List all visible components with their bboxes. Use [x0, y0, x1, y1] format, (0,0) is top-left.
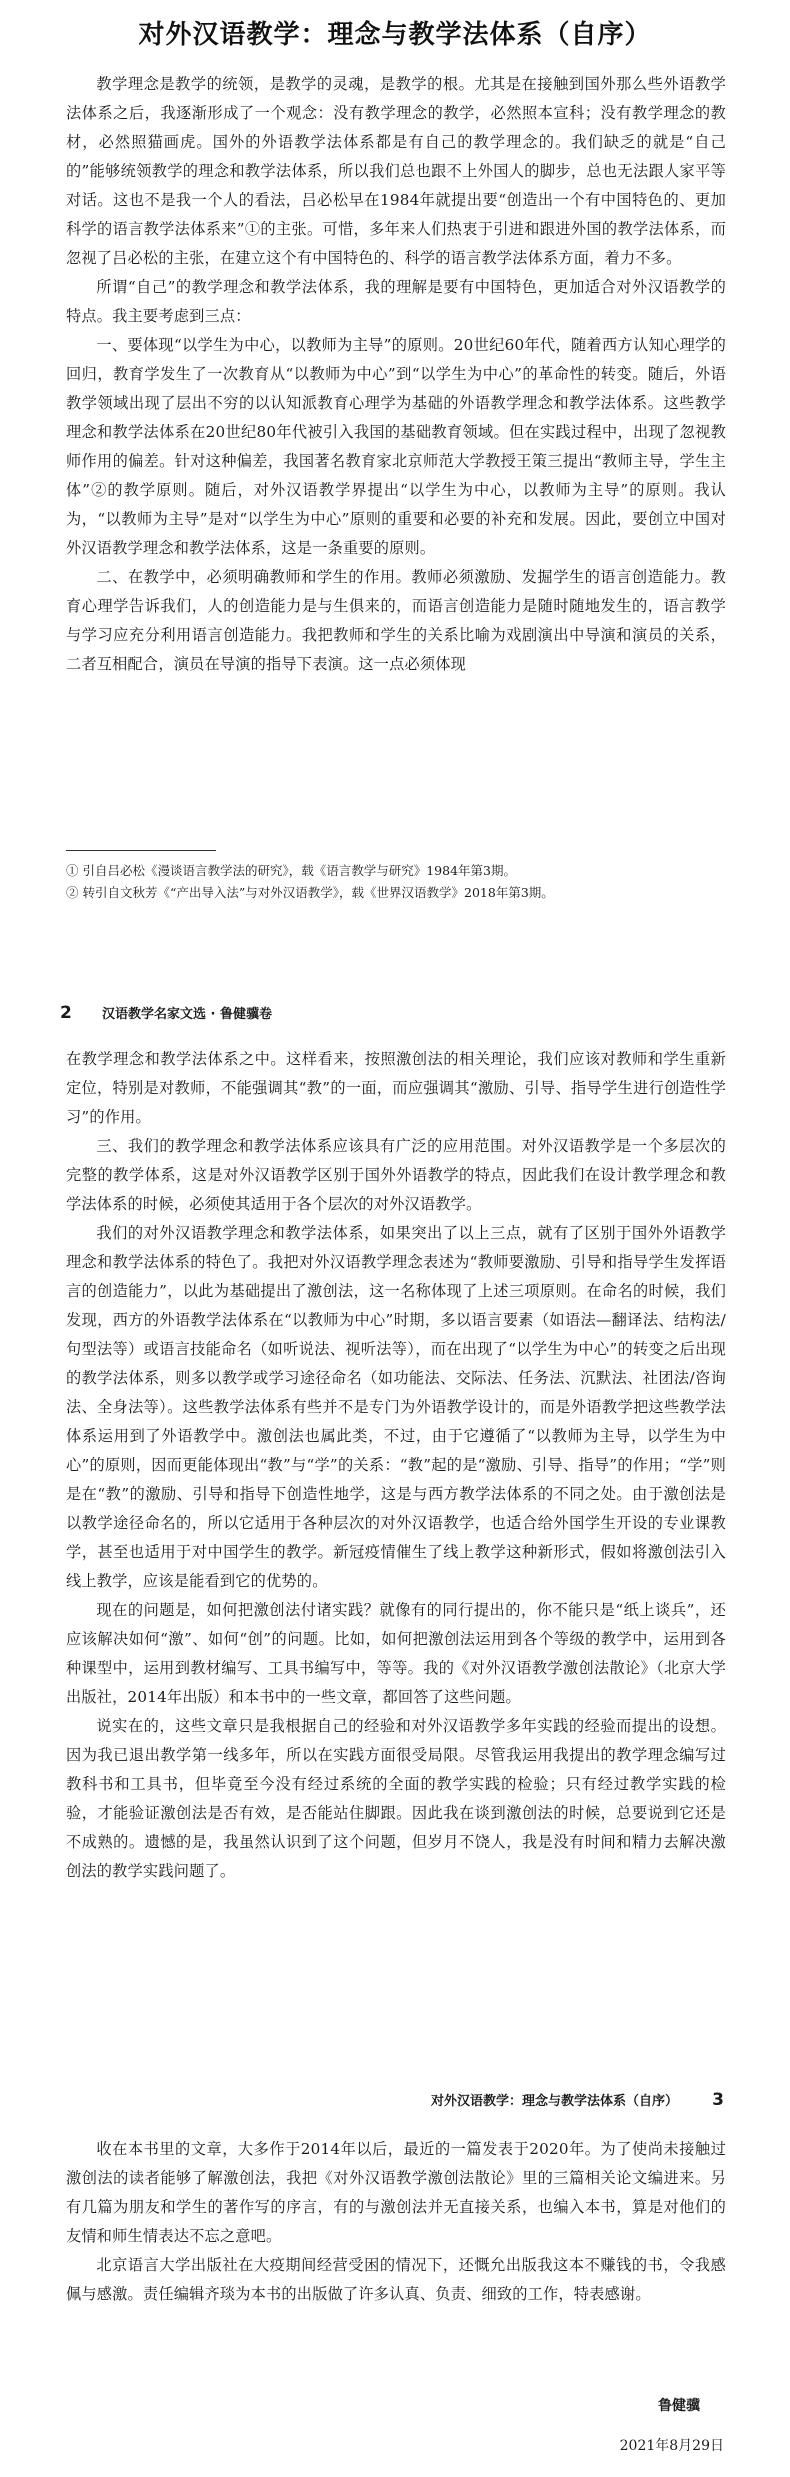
footnote-1: ① 引自吕必松《漫谈语言教学法的研究》，载《语言教学与研究》1984年第3期。 — [66, 863, 516, 878]
footnote-divider — [66, 850, 216, 851]
page-number: 3 — [712, 2090, 724, 2110]
page-3-header — [431, 2090, 724, 2110]
page-number: 2 — [60, 1003, 72, 1023]
signature-date: 2021年8月29日 — [619, 2438, 724, 2454]
paragraph: 二、在教学中，必须明确教师和学生的作用。教师必须激励、发掘学生的语言创造能力。教育心理学告诉我们，人的创造能力是与生俱来的，而语言创造能力是随时随地发生的，语言教学与学习应充分利用语言创造能力。我把教师和学生的关系比喻为戏剧演出中导演和演员的关系，二者互相配合，演员在导演的指导下表演。这一点必须体现 — [66, 568, 726, 673]
paragraph: 说实在的，这些文章只是我根据自己的经验和对外汉语教学多年实践的经验而提出的设想。因为我已退出教学第一线多年，所以在实践方面很受局限。尽管我运用我提出的教学理念编写过教科书和工具书，但毕竟至今没有经过系统的全面的教学实践的检验；只有经过教学实践的检验，才能验证激创法是否有效，是否能站住脚跟。因此我在谈到激创法的时候，总要说到它还是不成熟的。遗憾的是，我虽然认识到了这个问题，但岁月不饶人，我是没有时间和精力去解决激创法的教学实践问题了。 — [66, 1717, 726, 1880]
paragraph: 收在本书里的文章，大多作于2014年以后，最近的一篇发表于2020年。为了使尚未接触过激创法的读者能够了解激创法，我把《对外汉语教学激创法散论》里的三篇相关论文编进来。另有几篇为朋友和学生的著作写的序言，有的与激创法并无直接关系，也编入本书，算是对他们的友情和师生情表达不忘之意吧。 — [66, 2140, 726, 2245]
page-2-header — [60, 1003, 272, 1023]
page-3 — [0, 2090, 790, 2477]
document-title: 对外汉语教学：理念与教学法体系（自序） — [138, 20, 652, 50]
paragraph: 北京语言大学出版社在大疫期间经营受困的情况下，还慨允出版我这本不赚钱的书，令我感佩与感激。责任编辑齐琰为本书的出版做了许多认真、负责、细致的工作，特表感谢。 — [66, 2256, 726, 2303]
running-head: 对外汉语教学：理念与教学法体系（自序） — [431, 2094, 679, 2109]
footnotes — [66, 860, 726, 904]
running-head: 汉语教学名家文选 · 鲁健骥卷 — [101, 1007, 272, 1022]
paragraph: 教学理念是教学的统领，是教学的灵魂，是教学的根。尤其是在接触到国外那么些外语教学法体系之后，我逐渐形成了一个观念：没有教学理念的教学，必然照本宣科；没有教学理念的教材，必然照猫画虎。国外的外语教学法体系都是有自己的教学理念的。我们缺乏的就是“自己的”能够统领教学的理念和教学法体系，所以我们总也跟不上外国人的脚步，总也无法跟人家平等对话。这也不是我一个人的看法，吕必松早在1984年就提出要“创造出一个有中国特色的、更加科学的语言教学法体系来”①的主张。可惜，多年来人们热衷于引进和跟进外国的教学法体系，而忽视了吕必松的主张，在建立这个有中国特色的、科学的语言教学法体系方面，着力不多。 — [66, 75, 726, 267]
page-3-body — [66, 2135, 726, 2309]
paragraph: 我们的对外汉语教学理念和教学法体系，如果突出了以上三点，就有了区别于国外外语教学理念和教学法体系的特色了。我把对外汉语教学理念表述为“教师要激励、引导和指导学生发挥语言的创造能力”，以此为基础提出了激创法，这一名称体现了上述三项原则。在命名的时候，我们发现，西方的外语教学法体系在“以教师为中心”时期，多以语言要素（如语法—翻译法、结构法/句型法等）或语言技能命名（如听说法、视听法等），而在出现了“以学生为中心”的转变之后出现的教学法体系，则多以教学或学习途径命名（如功能法、交际法、任务法、沉默法、社团法/咨询法、全身法等）。这些教学法体系有些并不是专门为外语教学设计的，而是外语教学把这些教学法体系运用到了外语教学中。激创法也属此类，不过，由于它遵循了“以教师为主导，以学生为中心”的原则，因而更能体现出“教”与“学”的关系：“教”起的是“激励、引导、指导”的作用；“学”则是在“教”的激励、引导和指导下创造性地学，这是与西方教学法体系的不同之处。由于激创法是以教学途径命名的，所以它适用于各种层次的对外汉语教学，也适合给外国学生开设的专业课教学，甚至也适用于对中国学生的教学。新冠疫情催生了线上教学这种新形式，假如将激创法引入线上教学，应该是能看到它的优势的。 — [66, 1224, 726, 1590]
page-1-body — [66, 70, 726, 679]
page-2 — [0, 995, 790, 2075]
paragraph: 所谓“自己”的教学理念和教学法体系，我的理解是要有中国特色，更加适合对外汉语教学的特点。我主要考虑到三点： — [66, 278, 726, 325]
author-signature: 鲁健骥 — [658, 2398, 700, 2414]
page-2-body — [66, 1045, 726, 1886]
paragraph: 现在的问题是，如何把激创法付诸实践？就像有的同行提出的，你不能只是“纸上谈兵”，还应该解决如何“激”、如何“创”的问题。比如，如何把激创法运用到各个等级的教学中，运用到各种课型中，运用到教材编写、工具书编写中，等等。我的《对外汉语教学激创法散论》（北京大学出版社，2014年出版）和本书中的一些文章，都回答了这些问题。 — [66, 1601, 726, 1706]
paragraph: 在教学理念和教学法体系之中。这样看来，按照激创法的相关理论，我们应该对教师和学生重新定位，特别是对教师，不能强调其“教”的一面，而应强调其“激励、引导、指导学生进行创造性学习”的作用。 — [66, 1050, 726, 1126]
page-1 — [0, 0, 790, 970]
footnote-2: ② 转引自文秋芳《“产出导入法”与对外汉语教学》，载《世界汉语教学》2018年第3期。 — [66, 885, 554, 900]
paragraph: 三、我们的教学理念和教学法体系应该具有广泛的应用范围。对外汉语教学是一个多层次的完整的教学体系，这是对外汉语教学区别于国外外语教学的特点，因此我们在设计教学理念和教学法体系的时候，必须使其适用于各个层次的对外汉语教学。 — [66, 1137, 726, 1213]
paragraph: 一、要体现“以学生为中心，以教师为主导”的原则。20世纪60年代，随着西方认知心理学的回归，教育学发生了一次教育从“以教师为中心”到“以学生为中心”的革命性的转变。随后，外语教学领域出现了层出不穷的以认知派教育心理学为基础的外语教学理念和教学法体系。这些教学理念和教学法体系在20世纪80年代被引入我国的基础教育领域。但在实践过程中，出现了忽视教师作用的偏差。针对这种偏差，我国著名教育家北京师范大学教授王策三提出“教师主导，学生主体”②的教学原则。随后，对外汉语教学界提出“以学生为中心，以教师为主导”的原则。我认为，“以教师为主导”是对“以学生为中心”原则的重要和必要的补充和发展。因此，要创立中国对外汉语教学理念和教学法体系，这是一条重要的原则。 — [66, 336, 726, 557]
